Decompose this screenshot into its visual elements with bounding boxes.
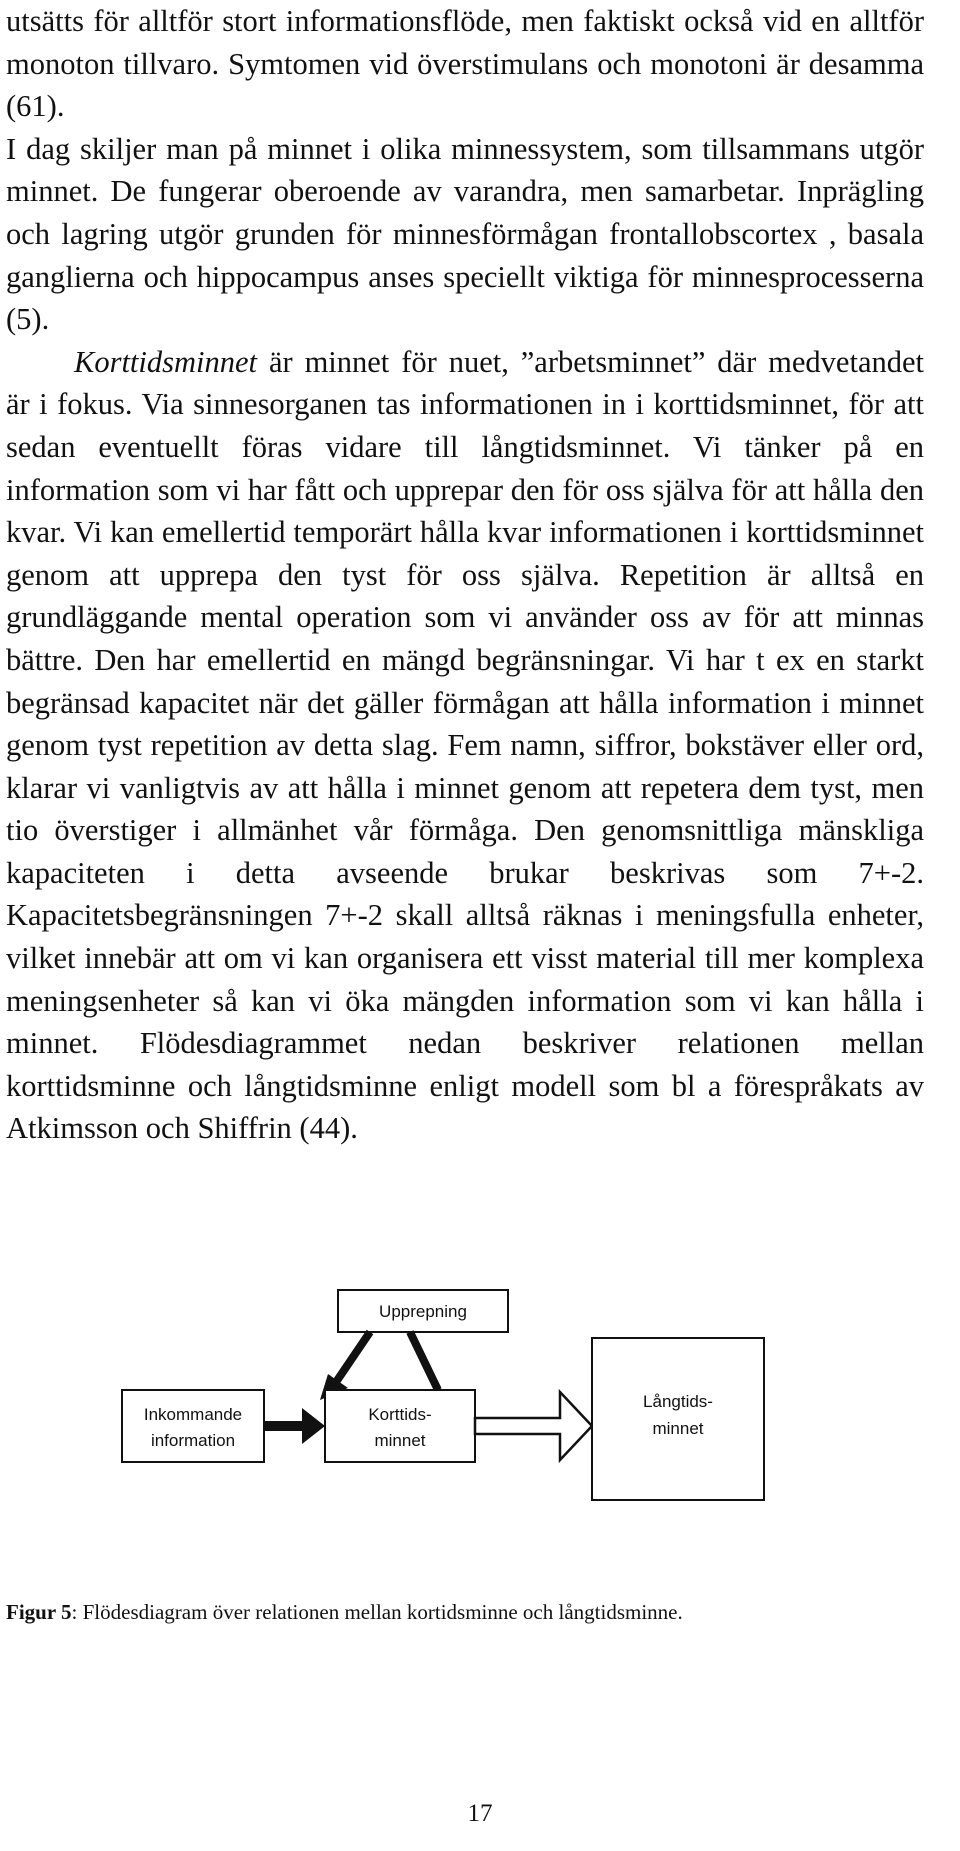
input-line-1: Inkommande xyxy=(143,1405,243,1424)
paragraph-2: I dag skiljer man på minnet i olika minnessystem, som tillsammans utgör minnet. De fungerar oberoende av varandra, men samarbetar. Inprägling och lagring utgör grunden för minnesförmågan frontallobscortex , basala ganglierna och hippocampus anses speciellt viktiga för minnesprocesserna (5). xyxy=(6,131,924,337)
arrow-input-to-stm-head xyxy=(302,1408,325,1444)
paragraph-3 xyxy=(6,341,924,1150)
flow-diagram xyxy=(120,1280,900,1510)
figure-caption-text: : Flödesdiagram över relationen mellan kortidsminne och långtidsminne. xyxy=(71,1600,683,1624)
figure-caption xyxy=(6,1600,946,1625)
paragraph-3-text: är minnet för nuet, ”arbetsminnet” där medvetandet är i fokus. Via sinnesorganen tas informationen in i korttidsminnet, för att sedan eventuellt föras vidare till långtidsminnet. Vi tänker på en information som vi har fått och upprepar den för oss själva för att hålla den kvar. Vi kan emellertid temporärt hålla kvar informationen i korttidsminnet genom att upprepa den tyst för oss själva. Repetition är alltså en grundläggande mental operation som vi använder oss av för att minnas bättre. Den har emellertid en mängd begränsningar. Vi har t ex en starkt begränsad kapacitet när det gäller förmågan att hålla information i minnet genom tyst repetition av detta slag. Fem namn, siffror, bokstäver eller ord, klarar vi vanligtvis av att hålla i minnet genom att repetera dem tyst, men tio överstiger i allmänhet vår förmåga. Den genomsnittliga mänskliga kapaciteten i detta avseende brukar beskrivas som 7+-2. Kapacitetsbegränsningen 7+-2 skall alltså räknas i meningsfulla enheter, vilket innebär att om vi kan organisera ett visst material till mer komplexa meningsenheter så kan vi öka mängden information som vi kan hålla i minnet. Flödesdiagrammet nedan beskriver relationen mellan korttidsminne och långtidsminne enligt modell som bl a förespråkats av Atkimsson och Shiffrin (44). xyxy=(6,344,924,1146)
repetition-label: Upprepning xyxy=(379,1302,467,1321)
repetition-arrow-up xyxy=(410,1332,438,1390)
page-number: 17 xyxy=(467,1800,493,1827)
ltm-line-1: Långtids- xyxy=(643,1392,713,1411)
repetition-arrow-down xyxy=(332,1332,370,1388)
ltm-line-2: minnet xyxy=(652,1419,704,1438)
flow-diagram-svg xyxy=(120,1280,900,1510)
stm-line-1: Korttids- xyxy=(368,1405,432,1424)
paragraph-1: utsätts för alltför stort informationsflöde, men faktiskt också vid en alltför monoton tillvaro. Symtomen vid överstimulans och monotoni är desamma (61). xyxy=(6,4,924,124)
body-text xyxy=(6,0,924,1150)
arrow-stm-to-ltm xyxy=(475,1392,592,1460)
stm-box xyxy=(325,1390,475,1462)
figure-label: Figur 5 xyxy=(6,1600,72,1624)
stm-line-2: minnet xyxy=(374,1431,426,1450)
input-box xyxy=(122,1390,264,1462)
term-korttidsminnet: Korttidsminnet xyxy=(74,344,258,379)
input-line-2: information xyxy=(150,1431,236,1450)
